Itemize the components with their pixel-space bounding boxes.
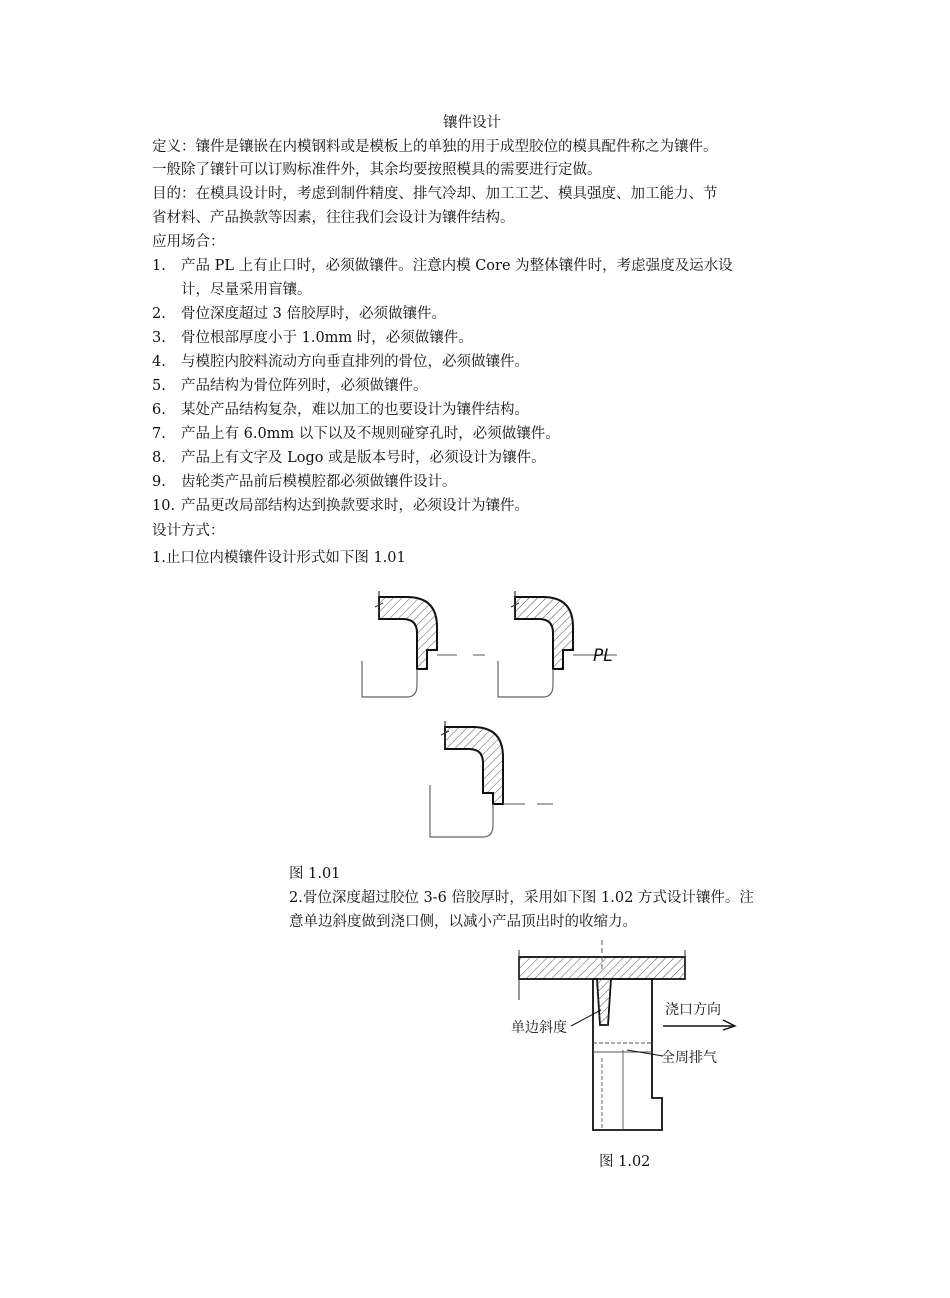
list-item-text: 产品上有文字及 Logo 或是版本号时，必须设计为镶件。 — [181, 450, 546, 466]
page-title: 镶件设计 — [443, 115, 501, 131]
gate-direction-label: 浇口方向 — [665, 1002, 721, 1018]
list-item-number: 2. — [152, 306, 166, 322]
list-item-text: 与模腔内胶料流动方向垂直排列的骨位，必须做镶件。 — [181, 354, 529, 370]
figure-1-02 — [505, 940, 765, 1140]
list-item-number: 9. — [152, 474, 166, 490]
definition-line-2: 一般除了镶针可以订购标准件外，其余均要按照模具的需要进行定做。 — [152, 162, 602, 178]
list-item-number: 5. — [152, 378, 166, 394]
list-item-text: 产品 PL 上有止口时，必须做镶件。注意内模 Core 为整体镶件时，考虑强度及运水设 — [181, 258, 733, 274]
applications-heading: 应用场合： — [152, 234, 225, 250]
list-item-text-cont: 计，尽量采用盲镶。 — [181, 282, 312, 298]
list-item-text: 骨位根部厚度小于 1.0mm 时，必须做镶件。 — [181, 330, 473, 346]
section-2-line-2: 意单边斜度做到浇口侧，以减小产品顶出时的收缩力。 — [289, 914, 637, 930]
draft-label: 单边斜度 — [511, 1020, 567, 1036]
vent-label: 全周排气 — [661, 1050, 717, 1066]
design-heading: 设计方式： — [152, 523, 225, 539]
list-item-number: 8. — [152, 450, 166, 466]
pl-label: PL — [593, 646, 613, 666]
list-item-text: 某处产品结构复杂，难以加工的也要设计为镶件结构。 — [181, 402, 529, 418]
figure-1-01-caption: 图 1.01 — [289, 866, 341, 882]
list-item-number: 3. — [152, 330, 166, 346]
purpose-line-2: 省材料、产品换款等因素，往往我们会设计为镶件结构。 — [152, 210, 515, 226]
purpose-line-1: 目的：在模具设计时，考虑到制件精度、排气冷却、加工工艺、模具强度、加工能力、节 — [152, 186, 718, 202]
list-item-number: 7. — [152, 426, 166, 442]
insert-diagram-b — [498, 591, 617, 697]
insert-diagram-c — [430, 721, 553, 837]
list-item-text: 产品更改局部结构达到换款要求时，必须设计为镶件。 — [181, 498, 529, 514]
figure-1-01 — [355, 585, 625, 845]
section-1-heading: 1.止口位内模镶件设计形式如下图 1.01 — [152, 550, 406, 566]
list-item-number: 4. — [152, 354, 166, 370]
list-item-text: 产品上有 6.0mm 以下以及不规则碰穿孔时，必须做镶件。 — [181, 426, 560, 442]
list-item-number: 6. — [152, 402, 166, 418]
list-item-text: 齿轮类产品前后模模腔都必须做镶件设计。 — [181, 474, 457, 490]
figure-1-02-caption: 图 1.02 — [599, 1154, 651, 1170]
list-item-text: 骨位深度超过 3 倍胶厚时，必须做镶件。 — [181, 306, 446, 322]
list-item-number: 1. — [152, 258, 166, 274]
list-item-number: 10. — [152, 498, 176, 514]
section-2-line-1: 2.骨位深度超过胶位 3-6 倍胶厚时，采用如下图 1.02 方式设计镶件。注 — [289, 890, 754, 906]
insert-diagram-a — [362, 591, 485, 697]
list-item-text: 产品结构为骨位阵列时，必须做镶件。 — [181, 378, 428, 394]
definition-line-1: 定义：镶件是镶嵌在内模钢料或是模板上的单独的用于成型胶位的模具配件称之为镶件。 — [152, 139, 718, 155]
